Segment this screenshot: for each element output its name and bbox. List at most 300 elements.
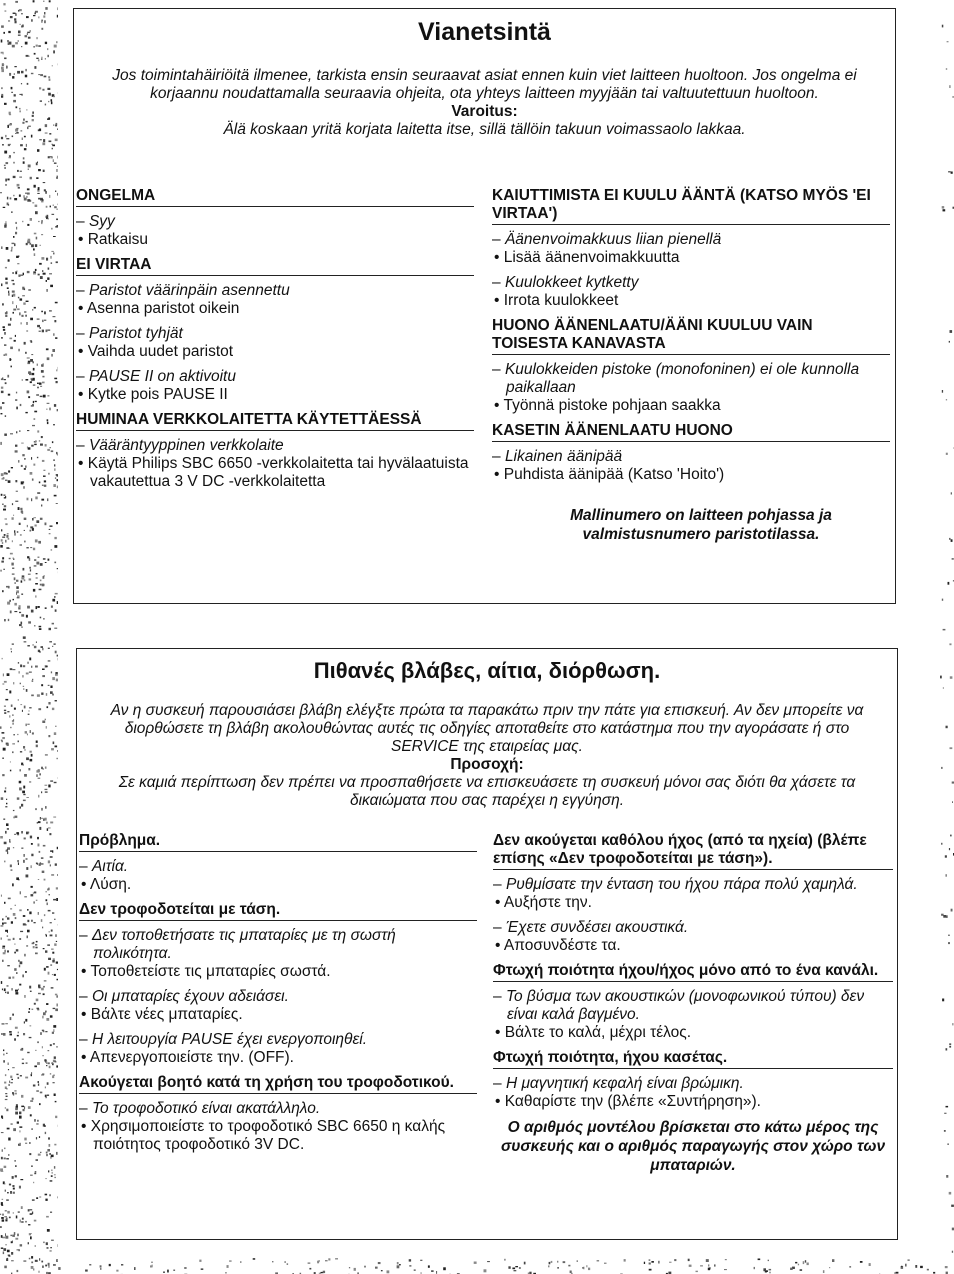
scan-dot bbox=[4, 344, 6, 345]
scan-dot bbox=[40, 245, 42, 246]
scan-dot bbox=[48, 860, 50, 863]
problem-fix: • Απενεργοποιείστε την. (OFF). bbox=[79, 1049, 477, 1067]
scan-dot bbox=[23, 800, 26, 802]
scan-dot bbox=[52, 1075, 54, 1078]
scan-dot bbox=[0, 1168, 3, 1171]
scan-dot bbox=[54, 1177, 56, 1178]
scan-dot bbox=[920, 1266, 923, 1268]
scan-dot bbox=[240, 1261, 242, 1262]
scan-dot bbox=[50, 686, 52, 689]
scan-dot bbox=[26, 547, 28, 548]
scan-dot bbox=[57, 750, 58, 751]
scan-speckle-right bbox=[940, 0, 954, 1274]
scan-dot bbox=[2, 989, 3, 991]
scan-dot bbox=[42, 382, 45, 384]
scan-dot bbox=[39, 327, 41, 329]
scan-dot bbox=[41, 857, 44, 858]
scan-dot bbox=[15, 271, 17, 274]
scan-dot bbox=[3, 64, 5, 65]
scan-dot bbox=[37, 606, 39, 608]
scan-dot bbox=[869, 1263, 871, 1266]
scan-dot bbox=[25, 724, 27, 727]
scan-dot bbox=[53, 1029, 54, 1032]
scan-dot bbox=[1, 1205, 3, 1206]
finnish-intro-text: Jos toimintahäiriöitä ilmenee, tarkista ensin seuraavat asiat ennen kuin viet laitteen huoltoon. Jos ongelma ei korjaannu noudattamalla seuraavia ohjeita, ota yhteys laitteen myyjään tai valtuutettuun huoltoon. bbox=[112, 67, 857, 102]
scan-dot bbox=[12, 272, 14, 273]
scan-dot bbox=[9, 600, 11, 602]
scan-dot bbox=[31, 457, 32, 460]
scan-dot bbox=[16, 392, 17, 394]
scan-dot bbox=[29, 1142, 31, 1143]
scan-dot bbox=[15, 990, 18, 992]
problem-fix: • Asenna paristot oikein bbox=[76, 300, 474, 318]
scan-dot bbox=[42, 648, 44, 650]
scan-dot bbox=[36, 520, 39, 523]
scan-dot bbox=[43, 476, 46, 477]
scan-dot bbox=[7, 179, 9, 181]
scan-dot bbox=[17, 1249, 20, 1250]
scan-dot bbox=[12, 1014, 14, 1016]
scan-dot bbox=[35, 440, 37, 442]
scan-dot bbox=[4, 1166, 7, 1168]
scan-dot bbox=[32, 115, 34, 117]
scan-dot bbox=[1, 387, 3, 389]
scan-dot bbox=[649, 1259, 651, 1261]
scan-dot bbox=[10, 865, 12, 868]
scan-dot bbox=[15, 501, 18, 502]
scan-dot bbox=[29, 1037, 32, 1038]
scan-dot bbox=[41, 436, 43, 438]
scan-dot bbox=[30, 526, 33, 528]
scan-dot bbox=[37, 387, 39, 389]
scan-dot bbox=[568, 1265, 570, 1267]
scan-dot bbox=[38, 778, 41, 779]
scan-dot bbox=[52, 960, 54, 963]
scan-dot bbox=[55, 863, 57, 865]
scan-dot bbox=[89, 1264, 91, 1265]
scan-dot bbox=[31, 865, 32, 868]
scan-dot bbox=[21, 46, 22, 47]
scan-dot bbox=[6, 803, 7, 805]
scan-dot bbox=[2, 758, 4, 759]
scan-dot bbox=[9, 338, 12, 340]
scan-dot bbox=[34, 892, 36, 894]
scan-dot bbox=[24, 1021, 25, 1023]
scan-dot bbox=[50, 1015, 53, 1017]
scan-dot bbox=[948, 582, 950, 585]
scan-dot bbox=[414, 1269, 416, 1271]
scan-dot bbox=[34, 922, 36, 923]
scan-dot bbox=[24, 148, 27, 150]
scan-dot bbox=[35, 539, 38, 542]
scan-dot bbox=[582, 1267, 584, 1268]
scan-dot bbox=[10, 1191, 12, 1194]
scan-dot bbox=[13, 1128, 16, 1131]
finnish-left-sections bbox=[76, 256, 474, 491]
scan-dot bbox=[52, 912, 54, 914]
scan-dot bbox=[3, 329, 5, 331]
section-heading: HUONO ÄÄNENLAATU/ÄÄNI KUULUU VAIN TOISESTA KANAVASTA bbox=[492, 317, 890, 355]
scan-dot bbox=[2, 1199, 3, 1200]
scan-dot bbox=[50, 157, 53, 159]
scan-dot bbox=[27, 33, 28, 34]
scan-dot bbox=[37, 457, 38, 458]
scan-dot bbox=[20, 806, 21, 808]
scan-dot bbox=[7, 1250, 10, 1253]
scan-dot bbox=[700, 1265, 703, 1266]
scan-dot bbox=[34, 625, 36, 626]
scan-dot bbox=[14, 834, 16, 835]
scan-dot bbox=[23, 1033, 25, 1035]
scan-dot bbox=[15, 1175, 17, 1177]
scan-dot bbox=[25, 1221, 27, 1223]
scan-dot bbox=[36, 1137, 37, 1139]
scan-dot bbox=[29, 1153, 31, 1155]
scan-dot bbox=[43, 15, 45, 17]
scan-dot bbox=[8, 1154, 9, 1156]
scan-dot bbox=[484, 1269, 487, 1272]
scan-dot bbox=[48, 1050, 50, 1051]
scan-dot bbox=[16, 407, 18, 410]
scan-dot bbox=[47, 828, 48, 831]
scan-dot bbox=[31, 886, 33, 888]
scan-dot bbox=[12, 503, 13, 505]
scan-dot bbox=[40, 563, 43, 566]
scan-dot bbox=[7, 950, 9, 952]
scan-dot bbox=[9, 977, 11, 979]
scan-dot bbox=[19, 1130, 20, 1132]
scan-dot bbox=[708, 1264, 709, 1266]
scan-dot bbox=[12, 243, 15, 244]
scan-dot bbox=[50, 447, 51, 448]
scan-dot bbox=[55, 700, 57, 701]
scan-dot bbox=[49, 79, 51, 81]
scan-dot bbox=[53, 50, 55, 53]
scan-dot bbox=[5, 787, 6, 789]
problem-cause: – Äänenvoimakkuus liian pienellä bbox=[492, 231, 890, 249]
greek-left-sections bbox=[79, 901, 477, 1154]
scan-dot bbox=[8, 259, 10, 261]
scan-dot bbox=[10, 668, 13, 670]
scan-dot bbox=[51, 949, 54, 950]
scan-dot bbox=[51, 987, 54, 988]
scan-dot bbox=[18, 1077, 20, 1079]
scan-dot bbox=[55, 226, 58, 228]
problem-cause: – PAUSE II on aktivoitu bbox=[76, 368, 474, 386]
scan-dot bbox=[4, 354, 5, 356]
scan-dot bbox=[21, 622, 23, 625]
scan-dot bbox=[754, 1267, 755, 1269]
scan-dot bbox=[35, 401, 37, 402]
scan-dot bbox=[17, 1122, 19, 1124]
scan-dot bbox=[40, 386, 42, 387]
scan-dot bbox=[8, 470, 10, 472]
scan-dot bbox=[19, 781, 22, 784]
scan-dot bbox=[36, 999, 39, 1002]
scan-dot bbox=[325, 1260, 328, 1261]
scan-dot bbox=[56, 1046, 58, 1047]
scan-dot bbox=[47, 419, 49, 421]
scan-dot bbox=[15, 42, 18, 44]
scan-dot bbox=[1, 1235, 3, 1238]
scan-dot bbox=[952, 1023, 953, 1025]
scan-dot bbox=[26, 144, 27, 147]
scan-dot bbox=[53, 1082, 55, 1083]
scan-dot bbox=[29, 372, 31, 375]
scan-dot bbox=[649, 1269, 652, 1271]
scan-dot bbox=[27, 556, 29, 558]
scan-dot bbox=[36, 863, 38, 864]
scan-dot bbox=[6, 689, 8, 690]
problem-fix: • Irrota kuulokkeet bbox=[492, 292, 890, 310]
scan-dot bbox=[37, 364, 38, 366]
scan-dot bbox=[24, 774, 27, 777]
scan-dot bbox=[28, 56, 29, 57]
scan-dot bbox=[43, 618, 44, 619]
scan-dot bbox=[53, 205, 54, 206]
scan-dot bbox=[285, 1261, 286, 1263]
scan-dot bbox=[31, 498, 32, 501]
scan-dot bbox=[5, 10, 7, 11]
scan-dot bbox=[20, 769, 21, 771]
scan-dot bbox=[44, 76, 47, 78]
scan-dot bbox=[952, 801, 953, 803]
scan-dot bbox=[41, 57, 42, 59]
scan-dot bbox=[36, 1090, 39, 1092]
scan-dot bbox=[54, 45, 57, 48]
scan-dot bbox=[26, 55, 29, 57]
scan-dot bbox=[5, 1244, 6, 1245]
scan-dot bbox=[11, 366, 12, 368]
scan-dot bbox=[54, 974, 56, 976]
scan-dot bbox=[23, 1109, 25, 1111]
scan-dot bbox=[36, 163, 38, 166]
scan-dot bbox=[5, 222, 7, 223]
scan-dot bbox=[5, 1190, 6, 1192]
scan-dot bbox=[586, 1265, 587, 1267]
scan-dot bbox=[335, 1258, 338, 1259]
scan-dot bbox=[16, 227, 17, 230]
scan-dot bbox=[12, 723, 14, 725]
scan-dot bbox=[16, 1074, 18, 1075]
scan-dot bbox=[1, 337, 3, 339]
scan-dot bbox=[949, 1043, 951, 1045]
scan-dot bbox=[15, 533, 16, 536]
scan-dot bbox=[508, 1266, 510, 1269]
scan-dot bbox=[3, 1050, 4, 1052]
scan-dot bbox=[15, 1093, 17, 1095]
scan-dot bbox=[8, 293, 9, 296]
scan-dot bbox=[49, 641, 52, 643]
scan-dot bbox=[10, 197, 12, 199]
scan-dot bbox=[40, 1092, 43, 1094]
scan-dot bbox=[15, 445, 17, 447]
scan-dot bbox=[56, 1152, 57, 1155]
scan-dot bbox=[9, 157, 12, 158]
scan-dot bbox=[23, 119, 25, 121]
scan-dot bbox=[13, 734, 15, 735]
scan-dot bbox=[22, 710, 23, 712]
scan-dot bbox=[39, 1196, 41, 1197]
problem-fix: • Βάλτε νέες μπαταρίες. bbox=[79, 1006, 477, 1024]
scan-dot bbox=[33, 589, 35, 592]
scan-dot bbox=[8, 20, 10, 22]
scan-dot bbox=[52, 441, 53, 443]
scan-dot bbox=[33, 0, 35, 2]
scan-dot bbox=[28, 126, 31, 127]
scan-dot bbox=[21, 13, 23, 14]
scan-dot bbox=[35, 947, 37, 949]
scan-dot bbox=[5, 267, 7, 269]
scan-dot bbox=[20, 683, 21, 685]
greek-intro bbox=[77, 702, 897, 810]
scan-dot bbox=[38, 16, 39, 18]
scan-dot bbox=[38, 557, 40, 558]
scan-dot bbox=[10, 318, 11, 321]
scan-dot bbox=[167, 1270, 169, 1273]
scan-dot bbox=[18, 31, 21, 34]
scan-dot bbox=[34, 646, 37, 648]
scan-dot bbox=[43, 845, 46, 847]
scan-dot bbox=[19, 195, 21, 197]
scan-dot bbox=[55, 609, 57, 611]
problem-cause: – Kuulokkeiden pistoke (monofoninen) ei ole kunnolla paikallaan bbox=[492, 361, 890, 397]
scan-dot bbox=[14, 94, 16, 96]
scan-dot bbox=[27, 724, 29, 725]
scan-dot bbox=[19, 176, 22, 178]
scan-dot bbox=[319, 1260, 320, 1262]
scan-dot bbox=[20, 704, 22, 705]
scan-dot bbox=[4, 1082, 6, 1084]
scan-dot bbox=[5, 992, 6, 993]
scan-dot bbox=[409, 1265, 411, 1266]
scan-dot bbox=[11, 648, 12, 649]
scan-dot bbox=[11, 1241, 13, 1243]
scan-dot bbox=[2, 402, 4, 404]
scan-dot bbox=[22, 975, 24, 978]
scan-dot bbox=[31, 695, 34, 697]
scan-dot bbox=[27, 271, 30, 273]
scan-dot bbox=[942, 599, 943, 601]
finnish-right-sections bbox=[492, 187, 890, 484]
scan-dot bbox=[43, 1242, 45, 1244]
scan-dot bbox=[44, 20, 46, 23]
scan-dot bbox=[21, 1221, 23, 1223]
scan-dot bbox=[19, 938, 21, 939]
greek-right-column bbox=[493, 832, 893, 1175]
scan-dot bbox=[946, 69, 947, 70]
scan-dot bbox=[36, 1123, 38, 1125]
scan-dot bbox=[12, 743, 15, 744]
scan-dot bbox=[2, 658, 3, 659]
scan-dot bbox=[39, 482, 41, 484]
scan-dot bbox=[948, 171, 951, 172]
scan-dot bbox=[570, 1271, 572, 1274]
scan-dot bbox=[15, 816, 18, 818]
scan-dot bbox=[40, 518, 43, 520]
scan-dot bbox=[7, 40, 9, 42]
scan-dot bbox=[8, 1138, 10, 1141]
scan-dot bbox=[28, 1209, 30, 1211]
scan-dot bbox=[54, 943, 56, 946]
scan-dot bbox=[52, 145, 55, 147]
scan-dot bbox=[375, 1267, 378, 1269]
scan-dot bbox=[37, 193, 39, 194]
scan-dot bbox=[1, 94, 3, 96]
scan-dot bbox=[48, 910, 51, 912]
scan-dot bbox=[14, 603, 17, 606]
scan-dot bbox=[30, 759, 33, 762]
scan-dot bbox=[5, 312, 7, 314]
scan-dot bbox=[2, 478, 4, 480]
scan-dot bbox=[31, 843, 33, 845]
scan-dot bbox=[28, 1106, 31, 1109]
section-heading: KAIUTTIMISTA EI KUULU ÄÄNTÄ (KATSO MYÖS 'EI VIRTAA') bbox=[492, 187, 890, 225]
problem-fix: • Καθαρίστε την (βλέπε «Συντήρηση»). bbox=[493, 1093, 893, 1111]
scan-dot bbox=[50, 822, 53, 824]
scan-dot bbox=[18, 741, 19, 743]
scan-dot bbox=[8, 939, 11, 941]
scan-dot bbox=[23, 665, 25, 667]
scan-dot bbox=[31, 754, 33, 757]
scan-dot bbox=[28, 768, 30, 770]
scan-dot bbox=[48, 1062, 50, 1064]
scan-dot bbox=[48, 218, 49, 220]
finnish-legend-heading: ONGELMA bbox=[76, 187, 474, 207]
scan-dot bbox=[30, 991, 32, 992]
scan-dot bbox=[49, 408, 50, 411]
problem-cause: – Paristot väärinpäin asennettu bbox=[76, 282, 474, 300]
scan-dot bbox=[52, 677, 55, 680]
scan-dot bbox=[50, 285, 53, 287]
scan-dot bbox=[4, 1183, 5, 1185]
problem-fix: • Βάλτε το καλά, μέχρι τέλος. bbox=[493, 1024, 893, 1042]
scan-dot bbox=[16, 256, 19, 258]
scan-dot bbox=[42, 927, 43, 929]
scan-dot bbox=[1, 413, 3, 414]
scan-dot bbox=[54, 732, 56, 735]
scan-dot bbox=[3, 952, 6, 954]
scan-dot bbox=[46, 258, 48, 261]
scan-dot bbox=[47, 1149, 50, 1152]
scan-dot bbox=[3, 569, 5, 570]
scan-dot bbox=[5, 831, 6, 834]
scan-dot bbox=[940, 676, 942, 679]
scan-dot bbox=[26, 109, 27, 110]
scan-dot bbox=[50, 1044, 52, 1046]
scan-dot bbox=[1, 1202, 3, 1205]
scan-dot bbox=[55, 726, 56, 727]
scan-dot bbox=[2, 732, 5, 734]
scan-dot bbox=[33, 368, 35, 371]
scan-dot bbox=[24, 136, 26, 138]
scan-dot bbox=[51, 99, 53, 101]
scan-dot bbox=[56, 41, 57, 43]
scan-dot bbox=[19, 9, 22, 11]
scan-dot bbox=[55, 674, 58, 676]
scan-dot bbox=[29, 710, 30, 711]
scan-dot bbox=[38, 1271, 39, 1273]
scan-dot bbox=[16, 832, 19, 834]
scan-dot bbox=[20, 275, 23, 276]
scan-dot bbox=[43, 273, 46, 275]
scan-dot bbox=[2, 740, 3, 742]
scan-dot bbox=[1, 1132, 4, 1133]
scan-dot bbox=[38, 541, 41, 544]
scan-dot bbox=[6, 1199, 9, 1200]
scan-dot bbox=[58, 7, 59, 10]
scan-dot bbox=[38, 187, 40, 190]
